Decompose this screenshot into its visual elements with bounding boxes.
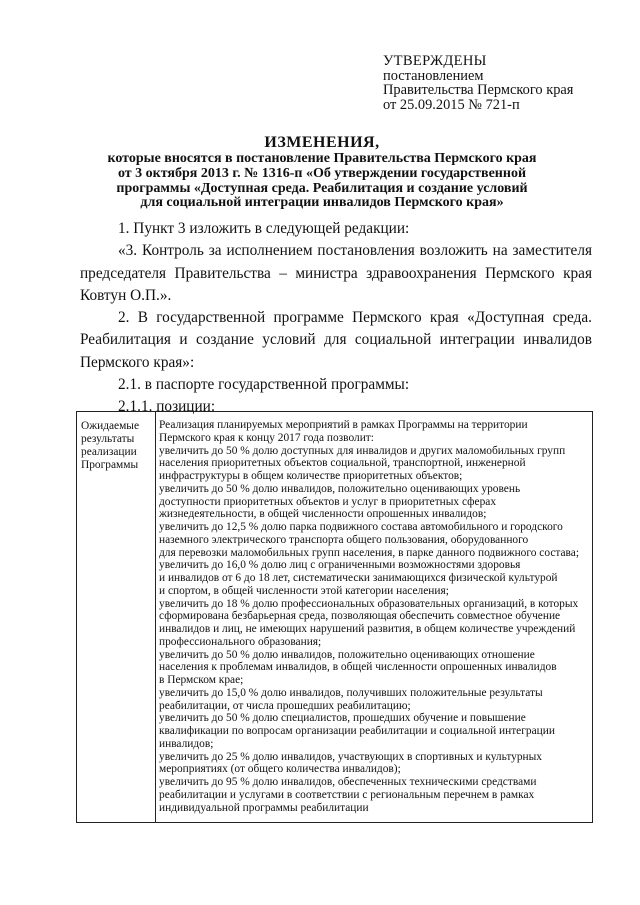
approval-line: Правительства Пермского края <box>383 82 574 98</box>
content-line: увеличить до 50 % долю инвалидов, положительно оценивающих уровень <box>159 482 521 495</box>
content-line: мероприятиях (от общего количества инвалидов); <box>159 763 401 776</box>
content-line: доступности приоритетных объектов и услуг в приоритетных сферах <box>159 495 497 508</box>
content-line: увеличить до 50 % долю специалистов, прошедших обучение и повышение <box>159 712 526 725</box>
label-line: Программы <box>81 459 139 471</box>
content-line: реабилитации и услугами в соответствии с региональным перечнем в рамках <box>159 788 535 801</box>
content-line: населения к проблемам инвалидов, в общей численности опрошенных инвалидов <box>159 661 557 674</box>
document-title: ИЗМЕНЕНИЯ, <box>264 134 380 151</box>
approval-line: постановлением <box>383 67 484 84</box>
content-line: увеличить до 18 % долю профессиональных образовательных организаций, в которых <box>159 597 579 610</box>
content-line: реабилитации, от числа прошедших реабилитацию; <box>159 699 411 712</box>
subtitle-line: программы «Доступная среда. Реабилитация и создание условий <box>116 180 528 196</box>
label-line: Ожидаемые <box>81 420 140 432</box>
content-line: увеличить до 12,5 % долю парка подвижного состава автомобильного и городского <box>159 521 563 533</box>
content-line: и спортом, в общей численности этой категории населения; <box>159 584 449 597</box>
approval-line: от 25.09.2015 № 721-п <box>383 96 520 113</box>
content-line: профессионального образования; <box>159 635 322 648</box>
content-line: сформирована безбарьерная среда, позволяющая обеспечить совместное обучение <box>159 610 561 623</box>
content-line: Реализация планируемых мероприятий в рамках Программы на территории <box>159 419 528 431</box>
content-line: увеличить до 95 % долю инвалидов, обеспеченных техническими средствами <box>159 776 537 788</box>
table-column-divider <box>155 412 156 822</box>
table-label-cell <box>81 420 153 472</box>
content-line: увеличить до 50 % долю доступных для инвалидов и других маломобильных групп <box>159 444 566 457</box>
content-line: квалификации по вопросам организации реабилитации и социальной интеграции <box>159 725 555 737</box>
content-line: инвалидов и лиц, не имеющих нарушений развития, в общем количестве учреждений <box>159 623 576 635</box>
paragraph: «3. Контроль за исполнением постановления возложить на заместителя председателя Правительства – министра здравоохранения Пермского края Ковтун О.П.». <box>80 242 592 304</box>
content-line: в Пермском крае; <box>159 674 244 686</box>
content-line: индивидуальной программы реабилитации <box>159 801 369 814</box>
document-subtitle <box>76 152 568 211</box>
document-body <box>80 218 592 419</box>
paragraph: 1. Пункт 3 изложить в следующей редакции: <box>118 220 410 237</box>
content-line: для перевозки маломобильных групп населения, в парке данного подвижного состава; <box>159 546 580 559</box>
label-line: реализации <box>81 446 137 458</box>
paragraph: 2.1. в паспорте государственной программы: <box>118 376 410 394</box>
paragraph: 2.1.1. позиции: <box>118 398 216 416</box>
content-line: жизнедеятельности, в общей численности опрошенных инвалидов; <box>159 508 487 521</box>
label-line: результаты <box>81 433 135 445</box>
table-content-cell <box>159 419 591 814</box>
content-line: инфраструктуры в общем количестве приоритетных объектов; <box>159 470 463 482</box>
content-line: увеличить до 25 % долю инвалидов, участвующих в спортивных и культурных <box>159 750 542 763</box>
approval-stamp <box>383 54 623 112</box>
paragraph: 2. В государственной программе Пермского края «Доступная среда. Реабилитация и создание условий для социальной интеграции инвалидов Пермского края»: <box>80 309 592 371</box>
content-line: наземного электрического транспорта общего пользования, оборудованного <box>159 533 529 546</box>
content-line: и инвалидов от 6 до 18 лет, систематически занимающихся физической культурой <box>159 572 558 584</box>
content-line: увеличить до 15,0 % долю инвалидов, получивших положительные результаты <box>159 686 543 699</box>
approval-heading: УТВЕРЖДЕНЫ <box>383 53 487 69</box>
subtitle-line: для социальной интеграции инвалидов Пермского края» <box>140 195 504 211</box>
content-line: Пермского края к концу 2017 года позволит: <box>159 431 374 444</box>
subtitle-line: которые вносятся в постановление Правительства Пермского края <box>107 151 537 166</box>
content-line: увеличить до 50 % долю инвалидов, положительно оценивающих отношение <box>159 648 535 661</box>
content-line: населения приоритетных объектов социальной, транспортной, инженерной <box>159 457 526 470</box>
content-line: увеличить до 16,0 % долю лиц с ограниченными возможностями здоровья <box>159 559 521 572</box>
results-table <box>76 411 593 823</box>
subtitle-line: от 3 октября 2013 г. № 1316-п «Об утверждении государственной <box>117 165 527 181</box>
content-line: инвалидов; <box>159 737 214 750</box>
